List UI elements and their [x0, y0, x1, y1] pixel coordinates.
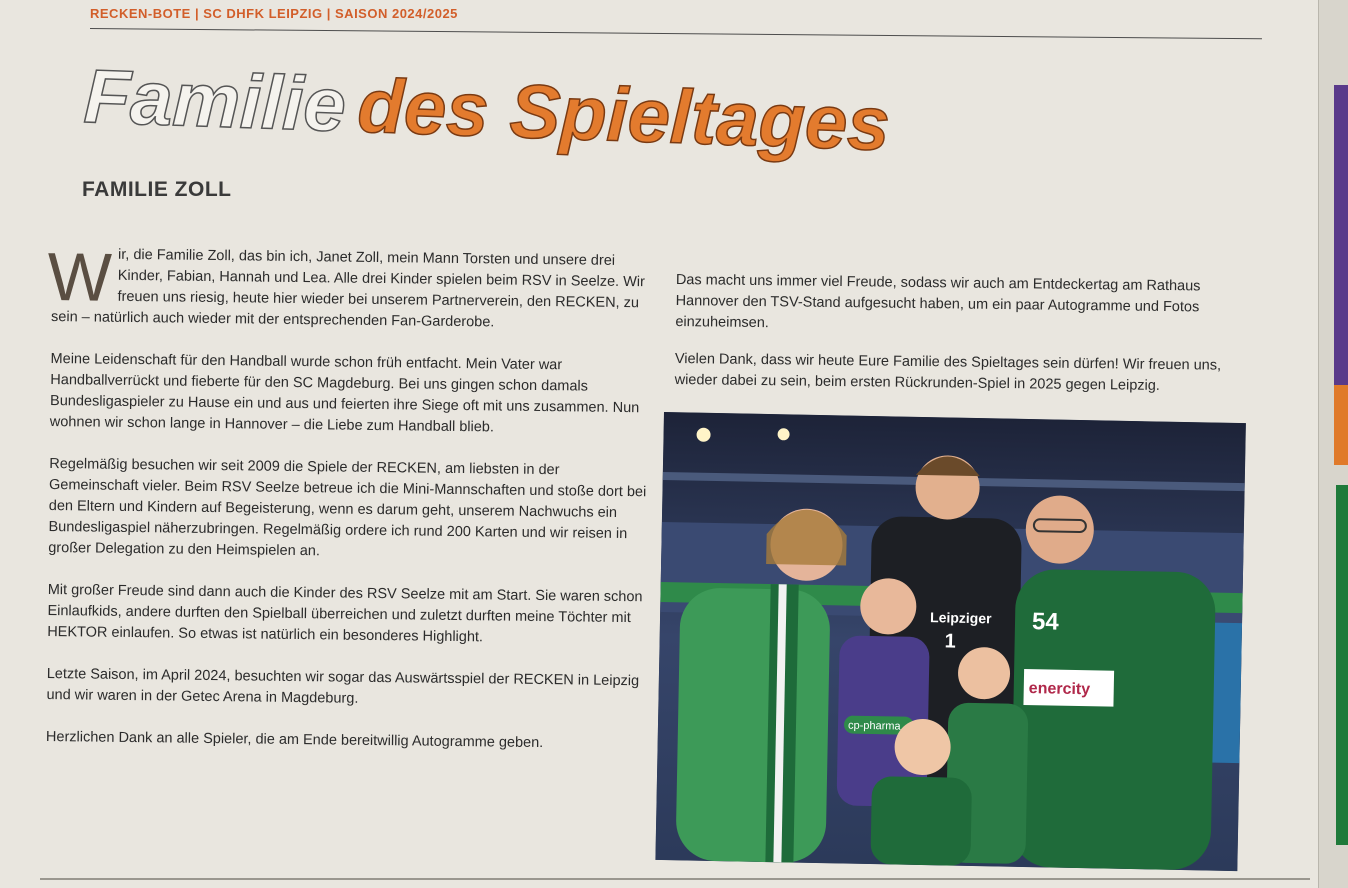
girl-2-shirt — [870, 776, 972, 866]
article-column-right — [674, 270, 1256, 414]
family-photo-illustration — [655, 412, 1245, 871]
paragraph: Vielen Dank, dass wir heute Eure Familie des Spieltages sein dürfen! Wir freuen uns, wieder dabei zu sein, beim ersten Rückrunden-Spiel in 2025 gegen Leipzig. — [674, 350, 1222, 394]
next-page-orange-strip — [1334, 385, 1348, 465]
bottom-rule — [40, 878, 1310, 880]
boy-sponsor-text: cp-pharma — [847, 719, 901, 733]
article-column-left — [45, 238, 652, 776]
family-photo — [655, 412, 1245, 871]
paragraph — [47, 238, 652, 335]
title-part-orange: des Spieltages — [356, 63, 892, 168]
page-kicker: RECKEN-BOTE | SC DHFK LEIPZIG | SAISON 2024/2025 — [90, 6, 458, 21]
player-shirt-text: Leipziger — [929, 609, 992, 627]
article-subtitle: FAMILIE ZOLL — [82, 178, 232, 201]
paragraph: Das macht uns immer viel Freude, sodass wir auch am Entdeckertag am Rathaus Hannover den TSV-Stand aufgesucht haben, um ein paar Autogramme und Fotos einzuheimsen. — [675, 271, 1201, 332]
title-part-outline: Familie — [82, 54, 348, 149]
player-shirt-number: 1 — [944, 630, 956, 653]
paragraph: Regelmäßig besuchen wir seit 2009 die Spiele der RECKEN, am liebsten in der Gemeinschaft vieler. Beim RSV Seelze betreue ich die Mini-Mannschaften und stoße dort bei den Eltern und Kindern auf Begeisterung, wenn es darum geht, unserem Nachwuchs ein Bundesligaspiel näherzubringen. Regelmäßig ordere ich rund 200 Karten und wir reisen in großer Delegation zu den Heimspielen an. — [48, 455, 647, 560]
dropcap: W — [47, 238, 113, 316]
next-page-green-strip — [1336, 485, 1348, 845]
paragraph: Herzlichen Dank an alle Spieler, die am Ende bereitwillig Autogramme geben. — [45, 728, 544, 752]
father-shirt-number: 54 — [1031, 608, 1060, 636]
paragraph: Mit großer Freude sind dann auch die Kinder des RSV Seelze mit am Start. Sie waren schon Einlaufkids, andere durften den Spielball überreichen und zuletzt durften meine Töchter mit HEKTOR einlaufen. So etwas ist natürlich ein besonderes Highlight. — [47, 581, 643, 646]
father-sponsor-text: enercity — [1028, 680, 1091, 699]
paragraph: Meine Leidenschaft für den Handball wurde schon früh entfacht. Mein Vater war Handballverrückt und fieberte für den SC Magdeburg. Bei uns gingen schon damals Bundesligaspieler zu Hause ein und aus und feierten ihre Siege oft mit uns zusammen. Nun wohnen wir schon lange in Hannover – die Liebe zum Handball blieb. — [49, 350, 640, 436]
mother-shirt — [675, 587, 830, 863]
paragraph-text: ir, die Familie Zoll, das bin ich, Janet Zoll, mein Mann Torsten und unsere drei Kinder, Fabian, Hannah und Lea. Alle drei Kinder spielen beim RSV in Seelze. Wir freuen uns riesig, heute hier wieder bei unserem Partnerverein, den RECKEN, zu sein – natürlich auch wieder mit der entsprechenden Fan-Garderobe. — [51, 246, 646, 331]
paragraph: Letzte Saison, im April 2024, besuchten wir sogar das Auswärtsspiel der RECKEN in Leipzig und wir waren in der Getec Arena in Magdeburg. — [46, 665, 640, 707]
